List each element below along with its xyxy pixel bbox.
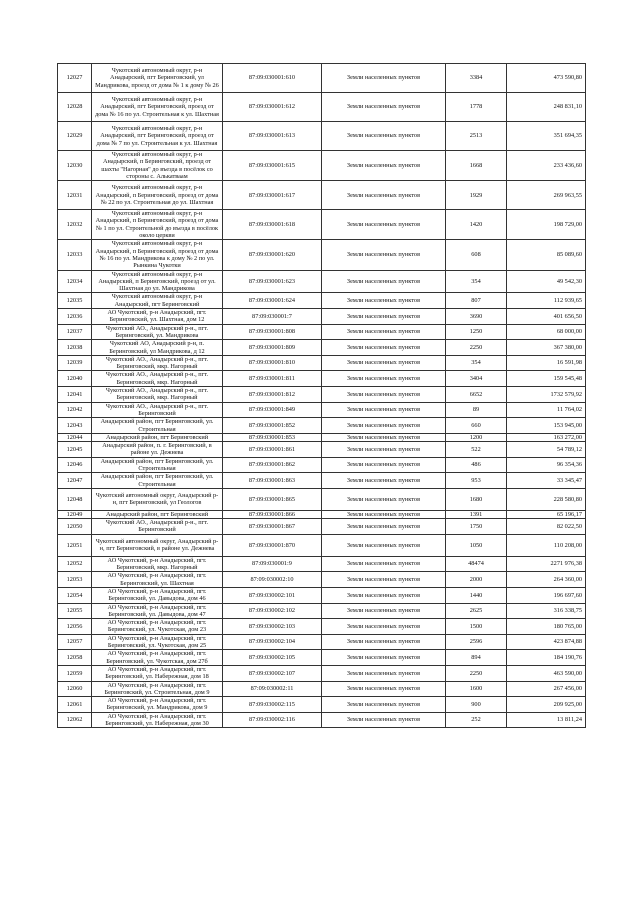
area-cell: 1500 [446,619,507,635]
land-category-cell: Земли населенных пунктов [322,355,446,371]
row-number: 12049 [58,510,92,518]
area-cell: 3404 [446,371,507,387]
row-number: 12042 [58,402,92,418]
cadastral-number-cell: 87:09:030002:105 [223,650,322,666]
area-cell: 3384 [446,64,507,93]
address-cell: Анадырский район, пгт Беринговский, ул. Строительная [92,457,223,473]
land-category-cell: Земли населенных пунктов [322,473,446,489]
area-cell: 522 [446,442,507,458]
area-cell: 3690 [446,309,507,325]
table-row [58,324,586,340]
table-row [58,619,586,635]
land-category-cell: Земли населенных пунктов [322,433,446,441]
area-cell: 2513 [446,122,507,151]
table-row [58,402,586,418]
table-row [58,122,586,151]
table-row [58,697,586,713]
address-cell: Анадырский район, п. г. Беринговский, в районе ул. Дежнева [92,442,223,458]
area-cell: 6652 [446,387,507,403]
area-cell: 89 [446,402,507,418]
table-row [58,151,586,181]
cadastral-value-cell: 49 542,30 [507,270,586,293]
cadastral-value-cell: 163 272,00 [507,433,586,441]
land-category-cell: Земли населенных пунктов [322,619,446,635]
address-cell: Анадырский район, пгт Беринговский [92,510,223,518]
cadastral-number-cell: 87:09:030001:618 [223,210,322,240]
area-cell: 953 [446,473,507,489]
address-cell: АО Чукотский, р-н Анадырский, пгт. Беринговский, ул. Набережная, дом 30 [92,712,223,728]
cadastral-value-cell: 85 089,60 [507,240,586,270]
table-row [58,340,586,356]
cadastral-number-cell: 87:09:030001:862 [223,457,322,473]
land-category-cell: Земли населенных пунктов [322,340,446,356]
address-cell: Чукотский АО., Анадырский р-н., пгт. Беринговский, мкр. Нагорный [92,355,223,371]
table-row [58,93,586,122]
cadastral-number-cell: 87:09:030001:853 [223,433,322,441]
cadastral-number-cell: 87:09:030001:610 [223,64,322,93]
row-number: 12057 [58,634,92,650]
table-row [58,457,586,473]
row-number: 12033 [58,240,92,270]
cadastral-value-cell: 96 354,36 [507,457,586,473]
address-cell: Чукотский автономный округ, Анадырский р-н, пгт Беринговский, ул Геологов [92,488,223,510]
cadastral-value-cell: 198 729,00 [507,210,586,240]
row-number: 12036 [58,309,92,325]
address-cell: Чукотский автономный округ, р-н Анадырский, п Беринговский, проезд от дома № 22 по ул. Строительная до ул. Шахтная [92,181,223,210]
cadastral-number-cell: 87:09:030001:849 [223,402,322,418]
area-cell: 354 [446,355,507,371]
cadastral-value-cell: 351 694,35 [507,122,586,151]
address-cell: Чукотский автономный округ, р-н Анадырский, пгт Беринговский, проезд от дома № 16 по ул. Строительная к ул. Шахтная [92,93,223,122]
cadastral-number-cell: 87:09:030001:865 [223,488,322,510]
area-cell: 2000 [446,572,507,588]
cadastral-value-cell: 16 591,98 [507,355,586,371]
land-category-cell: Земли населенных пунктов [322,240,446,270]
cadastral-number-cell: 87:09:030001:811 [223,371,322,387]
address-cell: АО Чукотский, р-н Анадырский, пгт. Беринговский, ул. Чукотская, дом 25 [92,634,223,650]
area-cell: 1600 [446,681,507,697]
cadastral-value-cell: 267 456,00 [507,681,586,697]
cadastral-number-cell: 87:09:030001:863 [223,473,322,489]
row-number: 12047 [58,473,92,489]
table-row [58,603,586,619]
address-cell: АО Чукотский, р-н Анадырский, пгт. Беринговский, ул. Давыдова, дом 46 [92,587,223,603]
row-number: 12029 [58,122,92,151]
area-cell: 1440 [446,587,507,603]
cadastral-number-cell: 87:09:030001:812 [223,387,322,403]
row-number: 12046 [58,457,92,473]
table-row [58,387,586,403]
land-category-cell: Земли населенных пунктов [322,293,446,309]
row-number: 12054 [58,587,92,603]
cadastral-value-cell: 264 360,00 [507,572,586,588]
cadastral-number-cell: 87:09:030001:617 [223,181,322,210]
row-number: 12031 [58,181,92,210]
cadastral-number-cell: 87:09:030002:11 [223,681,322,697]
land-category-cell: Земли населенных пунктов [322,603,446,619]
row-number: 12059 [58,665,92,681]
area-cell: 1750 [446,519,507,535]
area-cell: 1668 [446,151,507,181]
row-number: 12028 [58,93,92,122]
cadastral-number-cell: 87:09:030001:7 [223,309,322,325]
address-cell: Анадырский район, пгт Беринговский [92,433,223,441]
cadastral-number-cell: 87:09:030001:852 [223,418,322,434]
table-row [58,240,586,270]
address-cell: АО Чукотский, р-н Анадырский, пгт. Беринговский, ул. Набережная, дом 18 [92,665,223,681]
cadastral-value-cell: 196 697,60 [507,587,586,603]
table-row [58,712,586,728]
cadastral-value-cell: 33 345,47 [507,473,586,489]
area-cell: 608 [446,240,507,270]
address-cell: Чукотский автономный округ, р-н Анадырский, п Беринговский, проезд от дома № 1 по ул. Строительной до въезда в посёлок около церкви [92,210,223,240]
cadastral-value-cell: 153 945,00 [507,418,586,434]
land-category-cell: Земли населенных пунктов [322,534,446,556]
area-cell: 1200 [446,433,507,441]
land-category-cell: Земли населенных пунктов [322,650,446,666]
address-cell: АО Чукотский, р-н Анадырский, пгт. Беринговский, ул. Мандрикова, дом 9 [92,697,223,713]
table-row [58,293,586,309]
address-cell: Чукотский АО., Анадырский р-н., пгт. Беринговский [92,402,223,418]
address-cell: АО Чукотский, р-н Анадырский, пгт. Беринговский, ул. Чукотская, дом 27б [92,650,223,666]
land-category-cell: Земли населенных пунктов [322,122,446,151]
row-number: 12027 [58,64,92,93]
row-number: 12051 [58,534,92,556]
cadastral-number-cell: 87:09:030002:103 [223,619,322,635]
land-category-cell: Земли населенных пунктов [322,457,446,473]
area-cell: 2596 [446,634,507,650]
cadastral-value-cell: 112 939,65 [507,293,586,309]
table-row [58,309,586,325]
cadastral-number-cell: 87:09:030001:612 [223,93,322,122]
land-category-cell: Земли населенных пунктов [322,556,446,572]
cadastral-value-cell: 401 656,50 [507,309,586,325]
row-number: 12061 [58,697,92,713]
land-category-cell: Земли населенных пунктов [322,210,446,240]
address-cell: Чукотский автономный округ, р-н Анадырский, п Беринговский, проезд от шахты "Нагорная" до въезда в посёлок со стороны с. Алькатваам [92,151,223,181]
area-cell: 2625 [446,603,507,619]
cadastral-number-cell: 87:09:030002:104 [223,634,322,650]
cadastral-value-cell: 184 190,76 [507,650,586,666]
cadastral-number-cell: 87:09:030001:624 [223,293,322,309]
land-category-cell: Земли населенных пунктов [322,151,446,181]
cadastral-number-cell: 87:09:030001:613 [223,122,322,151]
row-number: 12035 [58,293,92,309]
table-row [58,488,586,510]
address-cell: Чукотский автономный округ, р-н Анадырский, п Беринговский, проезд от дома № 16 по ул. Мандрикова к дому № 2 по ул. Рынкина Чукотки [92,240,223,270]
cadastral-number-cell: 87:09:030002:107 [223,665,322,681]
cadastral-value-cell: 1732 579,92 [507,387,586,403]
row-number: 12055 [58,603,92,619]
address-cell: АО Чукотский, р-н Анадырский, пгт. Беринговский, ул. Давыдова, дом 47 [92,603,223,619]
area-cell: 1778 [446,93,507,122]
cadastral-number-cell: 87:09:030001:867 [223,519,322,535]
cadastral-value-cell: 248 831,10 [507,93,586,122]
land-category-cell: Земли населенных пунктов [322,93,446,122]
area-cell: 1680 [446,488,507,510]
address-cell: Чукотский АО., Анадырский р-н., пгт. Беринговский, мкр. Нагорный [92,387,223,403]
table-row [58,510,586,518]
table-row [58,556,586,572]
table-row [58,572,586,588]
cadastral-number-cell: 87:09:030002:116 [223,712,322,728]
land-category-cell: Земли населенных пунктов [322,572,446,588]
land-category-cell: Земли населенных пунктов [322,270,446,293]
row-number: 12053 [58,572,92,588]
row-number: 12050 [58,519,92,535]
row-number: 12040 [58,371,92,387]
cadastral-value-cell: 159 545,48 [507,371,586,387]
row-number: 12052 [58,556,92,572]
row-number: 12034 [58,270,92,293]
address-cell: АО Чукотский, р-н Анадырский, пгт. Беринговский, ул. Строительная, дом 9 [92,681,223,697]
land-category-cell: Земли населенных пунктов [322,324,446,340]
table-row [58,650,586,666]
cadastral-value-cell: 54 789,12 [507,442,586,458]
cadastral-number-cell: 87:09:030002:10 [223,572,322,588]
cadastral-number-cell: 87:09:030001:810 [223,355,322,371]
cadastral-value-cell: 110 208,00 [507,534,586,556]
address-cell: Чукотский АО, Анадырский р-н, п. Беринговский, ул Мандрикова, д 12 [92,340,223,356]
table-row [58,473,586,489]
address-cell: Чукотский АО., Анадырский р-н., пгт. Беринговский, мкр. Нагорный [92,371,223,387]
row-number: 12056 [58,619,92,635]
area-cell: 252 [446,712,507,728]
land-category-cell: Земли населенных пунктов [322,387,446,403]
cadastral-value-cell: 269 963,55 [507,181,586,210]
table-row [58,519,586,535]
land-category-cell: Земли населенных пунктов [322,510,446,518]
row-number: 12030 [58,151,92,181]
cadastral-value-cell: 209 925,00 [507,697,586,713]
address-cell: Чукотский автономный округ, р-н Анадырский, пгт Беринговский [92,293,223,309]
cadastral-number-cell: 87:09:030001:866 [223,510,322,518]
land-category-cell: Земли населенных пунктов [322,488,446,510]
cadastral-number-cell: 87:09:030001:615 [223,151,322,181]
land-registry-sheet [57,63,585,728]
cadastral-value-cell: 423 874,88 [507,634,586,650]
cadastral-value-cell: 316 338,75 [507,603,586,619]
table-row [58,433,586,441]
table-row [58,442,586,458]
address-cell: Анадырский район, пгт Беринговский, ул. Строительная [92,418,223,434]
row-number: 12039 [58,355,92,371]
address-cell: Чукотский автономный округ, Анадырский р-н, пгт Беринговский, в районе ул. Дежнева [92,534,223,556]
table-row [58,418,586,434]
cadastral-number-cell: 87:09:030001:808 [223,324,322,340]
land-category-cell: Земли населенных пунктов [322,587,446,603]
address-cell: Чукотский АО., Анадырский р-н., пгт. Беринговский, ул. Мандрикова [92,324,223,340]
area-cell: 1929 [446,181,507,210]
area-cell: 1250 [446,324,507,340]
area-cell: 660 [446,418,507,434]
table-row [58,681,586,697]
row-number: 12045 [58,442,92,458]
cadastral-number-cell: 87:09:030002:101 [223,587,322,603]
cadastral-value-cell: 180 765,00 [507,619,586,635]
row-number: 12048 [58,488,92,510]
land-category-cell: Земли населенных пунктов [322,181,446,210]
table-row [58,587,586,603]
land-category-cell: Земли населенных пунктов [322,519,446,535]
cadastral-number-cell: 87:09:030001:861 [223,442,322,458]
table-row [58,64,586,93]
row-number: 12062 [58,712,92,728]
address-cell: Чукотский автономный округ, р-н Анадырский, пгт Беринговский, ул Мандрикова, проезд от дома № 1 к дому № 26 [92,64,223,93]
cadastral-value-cell: 13 811,24 [507,712,586,728]
row-number: 12058 [58,650,92,666]
land-category-cell: Земли населенных пунктов [322,418,446,434]
land-plots-table [57,63,586,728]
row-number: 12037 [58,324,92,340]
address-cell: Анадырский район, пгт Беринговский, ул. Строительная [92,473,223,489]
cadastral-number-cell: 87:09:030001:9 [223,556,322,572]
cadastral-number-cell: 87:09:030002:102 [223,603,322,619]
land-category-cell: Земли населенных пунктов [322,309,446,325]
cadastral-value-cell: 473 590,80 [507,64,586,93]
table-row [58,181,586,210]
land-category-cell: Земли населенных пунктов [322,681,446,697]
address-cell: АО Чукотский, р-н Анадырский, пгт. Беринговский, ул. Шахтная [92,572,223,588]
table-row [58,210,586,240]
area-cell: 2250 [446,665,507,681]
area-cell: 48474 [446,556,507,572]
table-row [58,665,586,681]
table-row [58,270,586,293]
cadastral-number-cell: 87:09:030001:870 [223,534,322,556]
row-number: 12041 [58,387,92,403]
cadastral-value-cell: 367 380,00 [507,340,586,356]
area-cell: 1420 [446,210,507,240]
area-cell: 900 [446,697,507,713]
table-row [58,634,586,650]
cadastral-number-cell: 87:09:030001:620 [223,240,322,270]
address-cell: АО Чукотский, р-н Анадырский, пгт. Беринговский, ул. Шахтная, дом 12 [92,309,223,325]
land-category-cell: Земли населенных пунктов [322,665,446,681]
cadastral-value-cell: 2271 976,38 [507,556,586,572]
land-category-cell: Земли населенных пунктов [322,634,446,650]
row-number: 12044 [58,433,92,441]
address-cell: Чукотский автономный округ, р-н Анадырский, пгт Беринговский, проезд от дома № 7 по ул. Строительная к ул. Шахтная [92,122,223,151]
area-cell: 1050 [446,534,507,556]
cadastral-value-cell: 65 196,17 [507,510,586,518]
area-cell: 807 [446,293,507,309]
table-body [58,64,586,728]
address-cell: АО Чукотский, р-н Анадырский, пгт. Беринговский, ул. Чукотская, дом 23 [92,619,223,635]
row-number: 12038 [58,340,92,356]
area-cell: 2250 [446,340,507,356]
cadastral-value-cell: 68 000,00 [507,324,586,340]
land-category-cell: Земли населенных пунктов [322,371,446,387]
land-category-cell: Земли населенных пунктов [322,697,446,713]
cadastral-value-cell: 463 590,00 [507,665,586,681]
cadastral-number-cell: 87:09:030001:623 [223,270,322,293]
land-category-cell: Земли населенных пунктов [322,442,446,458]
table-row [58,371,586,387]
row-number: 12060 [58,681,92,697]
address-cell: АО Чукотский, р-н Анадырский, пгт. Беринговский, мкр. Нагорный [92,556,223,572]
table-row [58,534,586,556]
address-cell: Чукотский автономный округ, р-н Анадырский, п Беринговский, проезд от ул. Шахтная до ул. Мандрикова [92,270,223,293]
land-category-cell: Земли населенных пунктов [322,402,446,418]
cadastral-number-cell: 87:09:030002:115 [223,697,322,713]
area-cell: 486 [446,457,507,473]
area-cell: 894 [446,650,507,666]
land-category-cell: Земли населенных пунктов [322,712,446,728]
row-number: 12043 [58,418,92,434]
cadastral-value-cell: 11 764,02 [507,402,586,418]
row-number: 12032 [58,210,92,240]
cadastral-value-cell: 228 580,80 [507,488,586,510]
cadastral-value-cell: 82 022,50 [507,519,586,535]
area-cell: 1391 [446,510,507,518]
cadastral-value-cell: 233 436,60 [507,151,586,181]
cadastral-number-cell: 87:09:030001:809 [223,340,322,356]
table-row [58,355,586,371]
address-cell: Чукотский АО., Анадырский р-н., пгт. Беринговский [92,519,223,535]
land-category-cell: Земли населенных пунктов [322,64,446,93]
area-cell: 354 [446,270,507,293]
